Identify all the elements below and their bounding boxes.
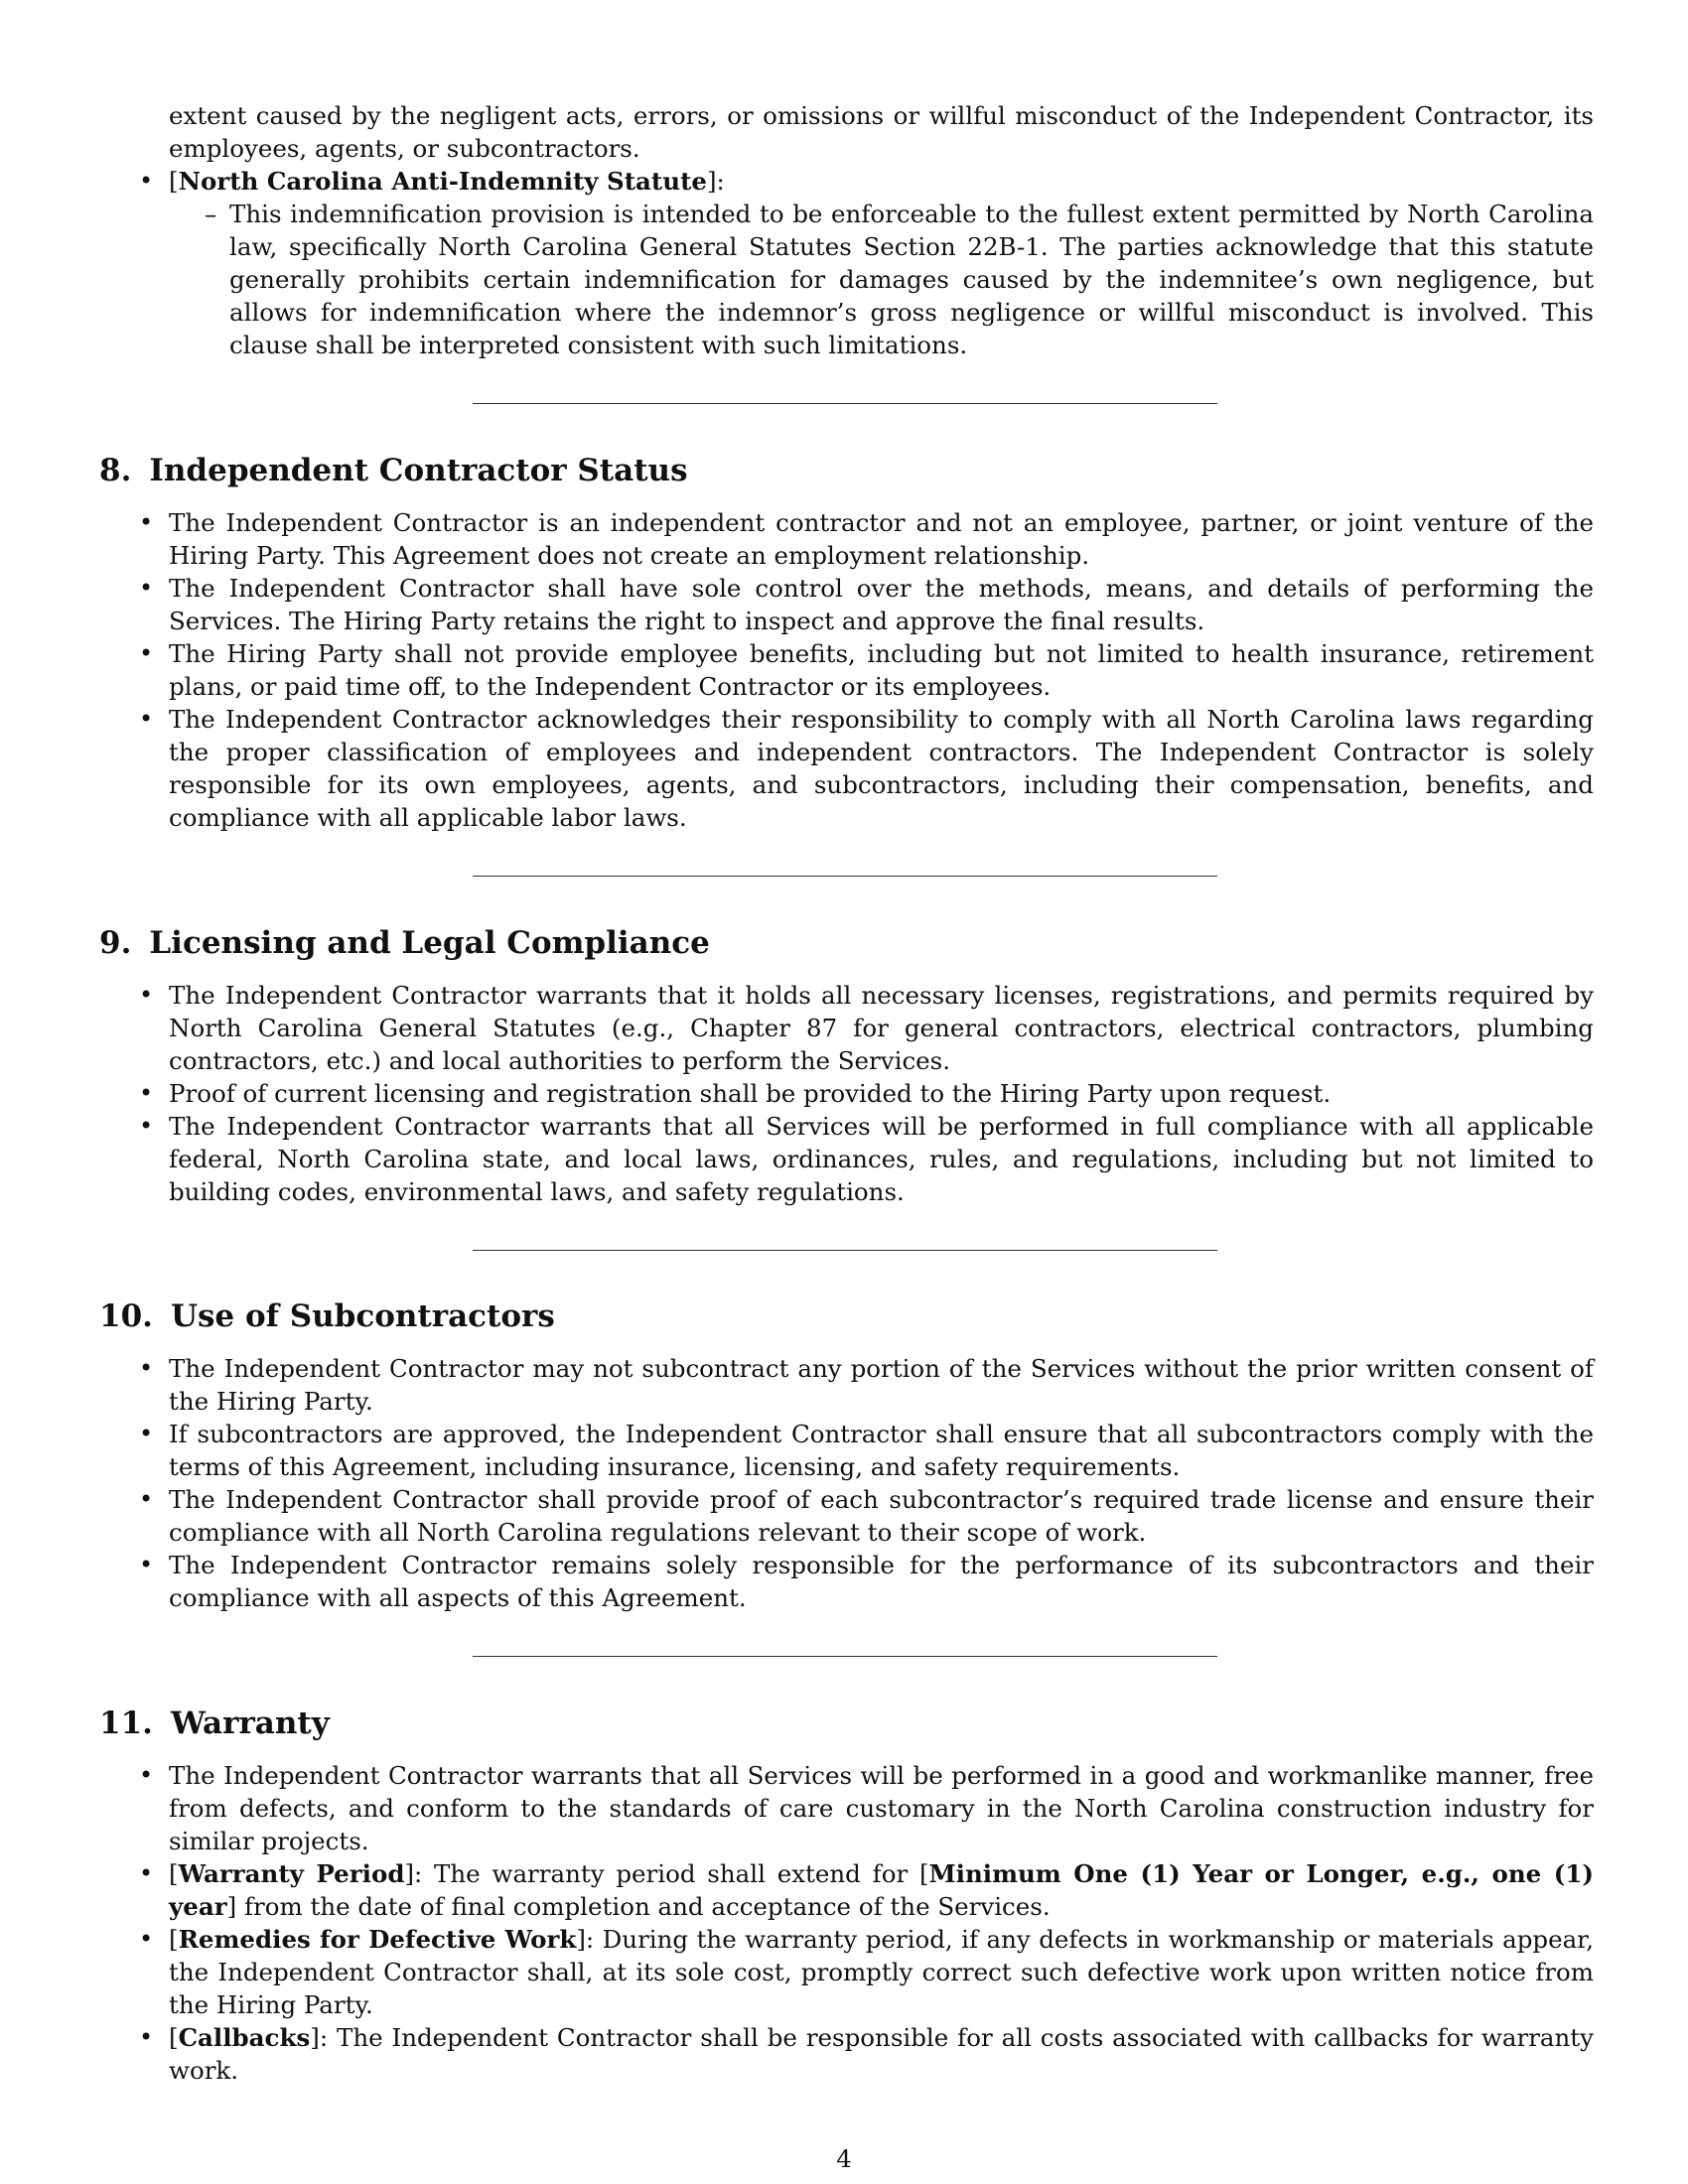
list-item: • The Hiring Party shall not provide employee benefits, including but not limited to health insurance, retirement plans, or paid time off, to the Independent Contractor or its employees. [99, 637, 1594, 703]
list-item: • The Independent Contractor shall provide proof of each subcontractor’s required trade license and ensure their compliance with all North Carolina regulations relevant to their scope of work. [99, 1483, 1594, 1549]
section-divider [473, 1250, 1217, 1251]
list-item: • The Independent Contractor remains solely responsible for the performance of its subcontractors and their compliance with all aspects of this Agreement. [99, 1549, 1594, 1614]
section-9-heading: 9. Licensing and Legal Compliance [99, 925, 710, 961]
section-9-body [99, 979, 1594, 1208]
list-item: • The Independent Contractor shall have sole control over the methods, means, and details of performing the Services. The Hiring Party retains the right to inspect and approve the final results. [99, 572, 1594, 637]
indemnification-paragraph: extent caused by the negligent acts, errors, or omissions or willful misconduct of the Independent Contractor, its employees, agents, or subcontractors. [169, 101, 1594, 163]
section-8-heading: 8. Independent Contractor Status [99, 453, 688, 488]
section-8-body [99, 506, 1594, 834]
section-10-heading: 10. Use of Subcontractors [99, 1298, 555, 1334]
section-divider [473, 1656, 1217, 1657]
callbacks-item: • [Callbacks]: The Independent Contractor shall be responsible for all costs associated with callbacks for warranty work. [99, 2021, 1594, 2087]
list-item: • The Independent Contractor warrants that it holds all necessary licenses, registrations, and permits required by North Carolina General Statutes (e.g., Chapter 87 for general contractors, electrical contractors, plumbing contractors, etc.) and local authorities to perform the Services. [99, 979, 1594, 1077]
list-item: • The Independent Contractor warrants that all Services will be performed in a good and workmanlike manner, free from defects, and conform to the standards of care customary in the North Carolina construction industry for similar projects. [99, 1759, 1594, 1857]
list-item: • Proof of current licensing and registration shall be provided to the Hiring Party upon request. [99, 1077, 1594, 1110]
list-item: • If subcontractors are approved, the Independent Contractor shall ensure that all subcontractors comply with the terms of this Agreement, including insurance, licensing, and safety requirements. [99, 1418, 1594, 1483]
nc-anti-indemnity-label: North Carolina Anti-Indemnity Statute [178, 167, 707, 196]
nc-statute-text: – This indemnification provision is intended to be enforceable to the fullest extent permitted by North Carolina law, specifically North Carolina General Statutes Section 22B-1. The parties acknowledge that this statute generally prohibits certain indemnification for damages caused by the indemnitee’s own negligence, but allows for indemnification where the indemnor’s gross negligence or willful misconduct is involved. This clause shall be interpreted consistent with such limitations. [169, 198, 1594, 361]
page-number: 4 [836, 2144, 852, 2173]
nc-anti-indemnity-item: • [North Carolina Anti-Indemnity Statute]: – This indemnification provision is intended to be enforceable to the fullest extent permitted by North Carolina law, specifically North Carolina General Statutes Section 22B-1. The parties acknowledge that this statute generally prohibits certain indemnification for damages caused by the indemnitee’s own negligence, but allows for indemnification where the indemnor’s gross negligence or willful misconduct is involved. This clause shall be interpreted consistent with such limitations. [99, 165, 1594, 361]
section-11-list [99, 1759, 1594, 2087]
nc-statute-sublist [169, 198, 1594, 361]
list-item: • The Independent Contractor is an independent contractor and not an employee, partner, or joint venture of the Hiring Party. This Agreement does not create an employment relationship. [99, 506, 1594, 572]
section-10-list [99, 1352, 1594, 1614]
section-9-list [99, 979, 1594, 1208]
section-11-body [99, 1759, 1594, 2087]
remedies-item: • [Remedies for Defective Work]: During the warranty period, if any defects in workmanship or materials appear, the Independent Contractor shall, at its sole cost, promptly correct such defective work upon written notice from the Hiring Party. [99, 1923, 1594, 2021]
warranty-period-item: • [Warranty Period]: The warranty period shall extend for [Minimum One (1) Year or Longer, e.g., one (1) year] from the date of final completion and acceptance of the Services. [99, 1857, 1594, 1923]
list-item: • The Independent Contractor warrants that all Services will be performed in full compliance with all applicable federal, North Carolina state, and local laws, ordinances, rules, and regulations, including but not limited to building codes, environmental laws, and safety regulations. [99, 1110, 1594, 1208]
section-11-heading: 11. Warranty [99, 1706, 330, 1741]
list-item: • The Independent Contractor may not subcontract any portion of the Services without the prior written consent of the Hiring Party. [99, 1352, 1594, 1418]
section-8-list [99, 506, 1594, 834]
section-divider [473, 876, 1217, 877]
section-divider [473, 403, 1217, 404]
indemnification-continuation [99, 99, 1594, 361]
section-10-body [99, 1352, 1594, 1614]
list-item: • The Independent Contractor acknowledges their responsibility to comply with all North Carolina laws regarding the proper classification of employees and independent contractors. The Independent Contractor is solely responsible for its own employees, agents, and subcontractors, including their compensation, benefits, and compliance with all applicable labor laws. [99, 703, 1594, 834]
indemnification-list [99, 165, 1594, 361]
